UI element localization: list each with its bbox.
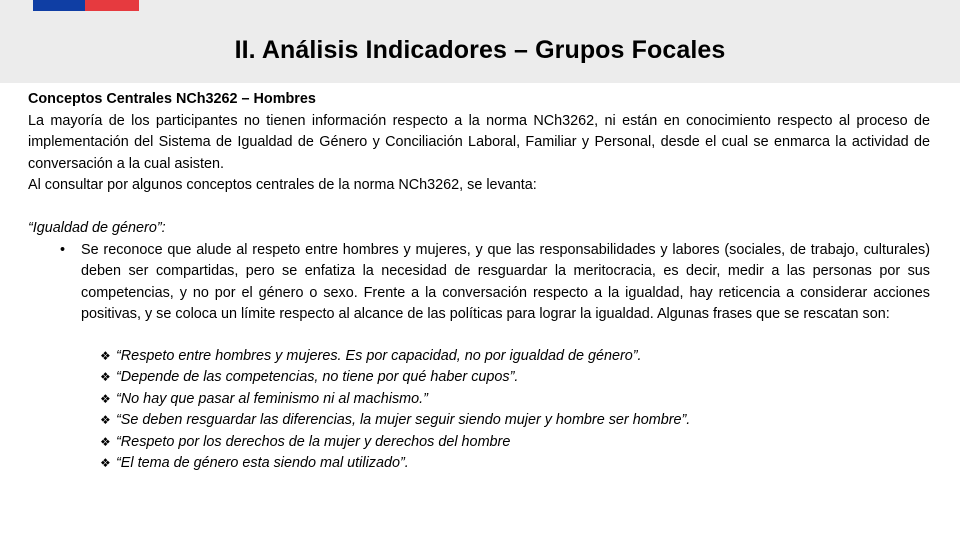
diamond-bullet-icon: ❖ bbox=[100, 455, 111, 470]
spacer bbox=[28, 197, 930, 218]
slide-content bbox=[28, 89, 930, 474]
diamond-bullet-icon: ❖ bbox=[100, 413, 111, 428]
header-band bbox=[0, 0, 960, 83]
diamond-bullet-icon: ❖ bbox=[100, 391, 111, 406]
quote-item bbox=[100, 346, 930, 367]
flag-stripe-red bbox=[85, 0, 139, 11]
concept-label: “Igualdad de género”: bbox=[28, 219, 166, 236]
flag-stripe-blue bbox=[33, 0, 85, 11]
quote-text: “Respeto entre hombres y mujeres. Es por capacidad, no por igualdad de género”. bbox=[116, 347, 642, 364]
quote-text: “Se deben resguardar las diferencias, la mujer seguir siendo mujer y hombre ser hombre”. bbox=[116, 412, 691, 429]
quote-text: “El tema de género esta siendo mal utilizado”. bbox=[116, 454, 409, 471]
slide-title: II. Análisis Indicadores – Grupos Focales bbox=[234, 36, 726, 64]
quote-item bbox=[100, 367, 930, 388]
concept-bullet bbox=[60, 240, 930, 326]
diamond-bullet-icon: ❖ bbox=[100, 370, 111, 385]
quote-item bbox=[100, 389, 930, 410]
quote-item bbox=[100, 432, 930, 453]
diamond-bullet-icon: ❖ bbox=[100, 434, 111, 449]
quote-text: “Respeto por los derechos de la mujer y derechos del hombre bbox=[116, 433, 511, 450]
intro-paragraph: La mayoría de los participantes no tienen información respecto a la norma NCh3262, ni están en conocimiento respecto al proceso de implementación del Sistema de Igualdad de Género y Conciliación Laboral, Familiar y Personal, desde el cual se enmarca la actividad de conversación a la cual asisten. bbox=[28, 112, 930, 172]
quote-text: “No hay que pasar al feminismo ni al machismo.” bbox=[116, 390, 428, 407]
quote-list bbox=[100, 346, 930, 474]
quote-item bbox=[100, 453, 930, 474]
quote-item bbox=[100, 410, 930, 431]
concept-bullet-text: Se reconoce que alude al respeto entre hombres y mujeres, y que las responsabilidades y labores (sociales, de trabajo, culturales) deben ser compartidas, pero se enfatiza la necesidad de resguardar la meritocracia, es decir, medir a las personas por sus competencias, y no por el género o sexo. Frente a la conversación respecto a la igualdad, hay reticencia a considerar acciones positivas, y se coloca un límite respecto al alcance de las políticas para lograr la igualdad. Algunas frases que se rescatan son: bbox=[81, 241, 930, 323]
quote-text: “Depende de las competencias, no tiene por qué haber cupos”. bbox=[116, 369, 519, 386]
bullet-dot-icon: • bbox=[60, 241, 66, 258]
consult-line: Al consultar por algunos conceptos centrales de la norma NCh3262, se levanta: bbox=[28, 177, 537, 194]
diamond-bullet-icon: ❖ bbox=[100, 348, 111, 363]
section-heading: Conceptos Centrales NCh3262 – Hombres bbox=[28, 91, 316, 107]
